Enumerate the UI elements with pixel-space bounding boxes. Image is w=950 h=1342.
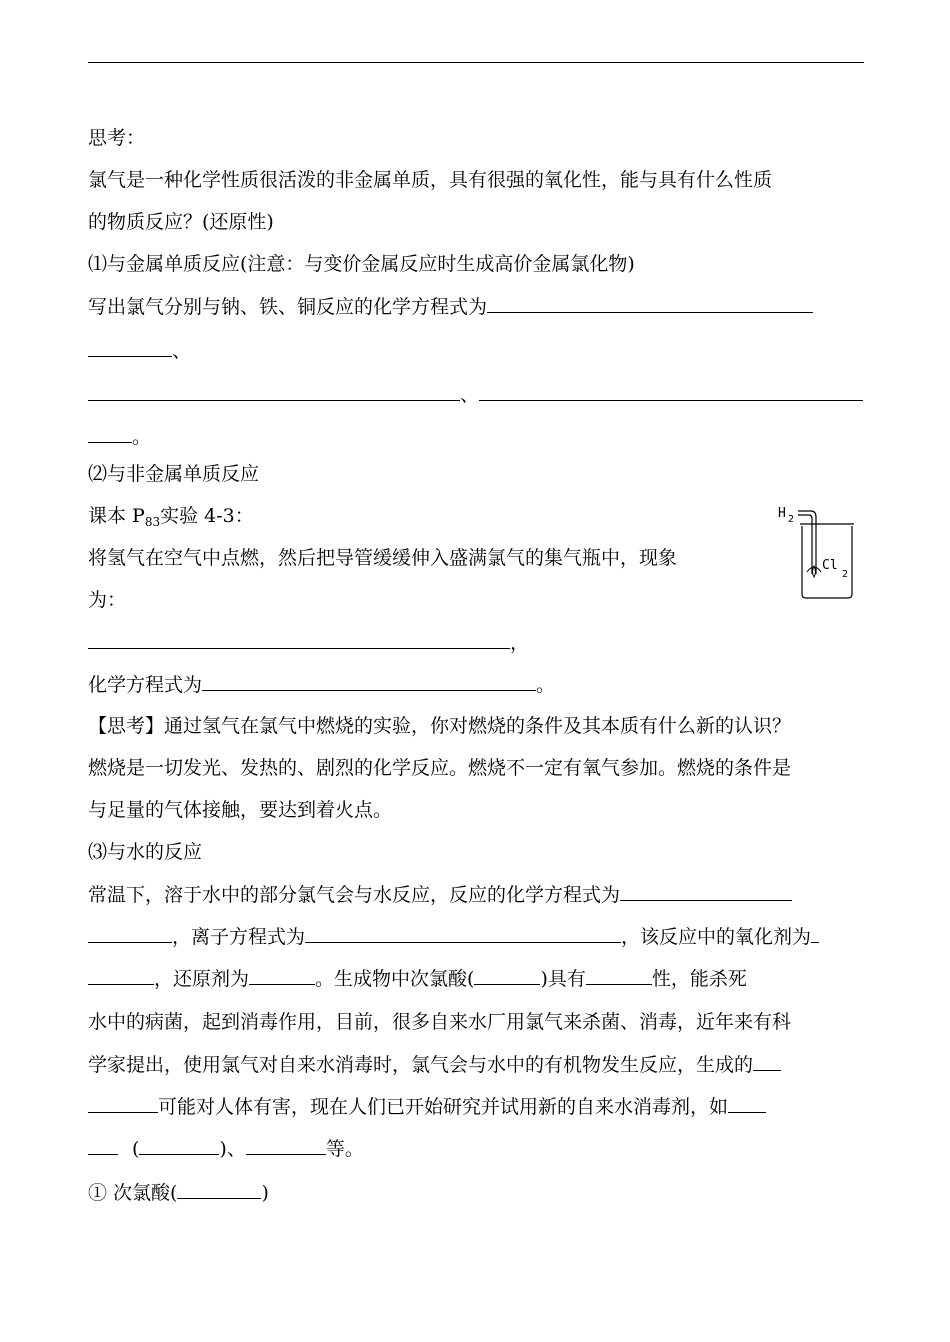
reflect-tag: 【思考】 (88, 715, 165, 737)
sec2-end: 。 (536, 674, 556, 696)
blank-oxidant-cont[interactable] (88, 966, 154, 985)
sec2-exp-subscript: 83 (144, 515, 161, 529)
blank-disinfectant-formula[interactable] (139, 1136, 219, 1155)
sec1-heading: ⑴与金属单质反应(注意：与变价金属反应时生成高价金属氯化物) (88, 253, 635, 275)
think-title: 思考： (88, 127, 146, 149)
sec1-line-4 (88, 424, 151, 449)
sec1-line-3 (88, 382, 863, 407)
sec1-prompt: 写出氯气分别与钠、铁、铜反应的化学方程式为 (88, 296, 488, 318)
reflect-question: 通过氢气在氯气中燃烧的实验，你对燃烧的条件及其本质有什么新的认识？ (164, 715, 792, 737)
sec3-text-7b: )、 (219, 1138, 246, 1160)
sec3-text-3d: 性，能杀死 (651, 968, 747, 990)
h2-label: H (778, 506, 786, 521)
item1-suffix: ) (261, 1182, 269, 1204)
blank-byproduct[interactable] (753, 1052, 781, 1071)
item1-prefix: ① 次氯酸( (88, 1182, 178, 1204)
blank-reductant[interactable] (249, 966, 315, 985)
blank-h2-equation-a[interactable] (202, 672, 268, 691)
sec2-exp-prefix: 课本 P (88, 505, 145, 527)
flame-tip (813, 566, 816, 577)
sec3-text-7a: ( (132, 1138, 140, 1160)
sec3-text-3c: )具有 (540, 968, 586, 990)
blank-phenomenon-b[interactable] (262, 630, 434, 649)
blank-phenomenon-a[interactable] (88, 630, 262, 649)
sec3-line-3 (88, 966, 747, 991)
blank-h2-equation-b[interactable] (268, 672, 474, 691)
blank-oxidant[interactable] (811, 924, 819, 943)
sec2-comma: ， (510, 632, 530, 654)
sec1-prompt-line (88, 294, 813, 319)
reflect-answer-line-1: 燃烧是一切发光、发热的、剧烈的化学反应。燃烧不一定有氧气参加。燃烧的条件是 (88, 757, 792, 779)
reflect-question-line (88, 714, 791, 738)
sec3-line-7 (88, 1136, 364, 1161)
blank-ionic-equation[interactable] (305, 924, 621, 943)
sec3-text-7c: 等。 (325, 1138, 364, 1160)
sec3-text-2b: ，该反应中的氧化剂为 (621, 926, 812, 948)
blank-h2-equation-c[interactable] (474, 672, 536, 691)
blank-cu-equation[interactable] (479, 382, 863, 401)
intro-line-2: 的物质反应？(还原性) (88, 211, 274, 233)
cl2-label: Cl (822, 558, 838, 573)
sec1-separator-2: 、 (460, 384, 480, 406)
sec1-separator-1: 、 (172, 340, 192, 362)
sec3-heading: ⑶与水的反应 (88, 841, 203, 863)
delivery-tube (798, 511, 816, 574)
blank-property[interactable] (586, 966, 652, 985)
h2-subscript: 2 (788, 514, 795, 525)
sec3-line-2 (88, 924, 819, 949)
sec2-desc-line-1: 将氢气在空气中点燃，然后把导管缓缓伸入盛满氯气的集气瓶中，现象 (88, 547, 678, 569)
sec3-text-6: 可能对人体有害，现在人们已开始研究并试用新的自来水消毒剂，如 (158, 1096, 729, 1118)
blank-phenomenon-c[interactable] (434, 630, 510, 649)
sec3-text-2a: ，离子方程式为 (172, 926, 306, 948)
sec2-heading: ⑵与非金属单质反应 (88, 463, 260, 485)
sec1-end: 。 (132, 426, 152, 448)
header-rule (88, 62, 864, 63)
sec3-text-5: 学家提出，使用氯气对自来水消毒时，氯气会与水中的有机物发生反应，生成的 (88, 1054, 754, 1076)
sec3-line-4: 水中的病菌，起到消毒作用，目前，很多自来水厂用氯气来杀菌、消毒，近年来有科 (88, 1011, 792, 1033)
blank-water-equation[interactable] (620, 882, 792, 901)
blank-new-disinfectant-cont[interactable] (88, 1136, 118, 1155)
blank-cu-equation-cont[interactable] (88, 424, 132, 443)
cl2-subscript: 2 (842, 569, 849, 580)
blank-hclo-formula-item[interactable] (177, 1180, 261, 1199)
sec2-equation-prefix: 化学方程式为 (88, 674, 203, 696)
sec2-equation-line (88, 672, 555, 697)
flame (807, 567, 821, 572)
item1-line (88, 1180, 269, 1205)
sec2-exp-suffix: 实验 4-3： (160, 505, 254, 527)
gas-jar-apparatus-diagram (776, 502, 856, 602)
blank-new-disinfectant[interactable] (728, 1094, 766, 1113)
sec3-line-6 (88, 1094, 766, 1119)
blank-na-equation[interactable] (487, 294, 813, 313)
sec3-line-1 (88, 882, 792, 907)
blank-water-equation-cont[interactable] (88, 924, 172, 943)
sec3-text-3b: 。生成物中次氯酸( (315, 968, 475, 990)
reflect-answer-line-2: 与足量的气体接触，要达到着火点。 (88, 799, 393, 821)
blank-na-equation-cont[interactable] (88, 338, 172, 357)
sec3-line-5 (88, 1052, 781, 1077)
sec2-desc-line-2: 为： (88, 589, 127, 611)
blank-hclo-formula[interactable] (474, 966, 540, 985)
sec2-phenomenon-line (88, 630, 529, 655)
sec3-text-1: 常温下，溶于水中的部分氯气会与水反应，反应的化学方程式为 (88, 884, 621, 906)
blank-fe-equation[interactable] (88, 382, 460, 401)
sec2-experiment-line (88, 504, 254, 534)
sec3-text-3a: ，还原剂为 (154, 968, 250, 990)
blank-byproduct-cont[interactable] (88, 1094, 158, 1113)
sec1-line-2 (88, 338, 191, 363)
blank-other-disinfectant[interactable] (246, 1136, 326, 1155)
intro-line-1: 氯气是一种化学性质很活泼的非金属单质，具有很强的氧化性，能与具有什么性质 (88, 169, 773, 191)
